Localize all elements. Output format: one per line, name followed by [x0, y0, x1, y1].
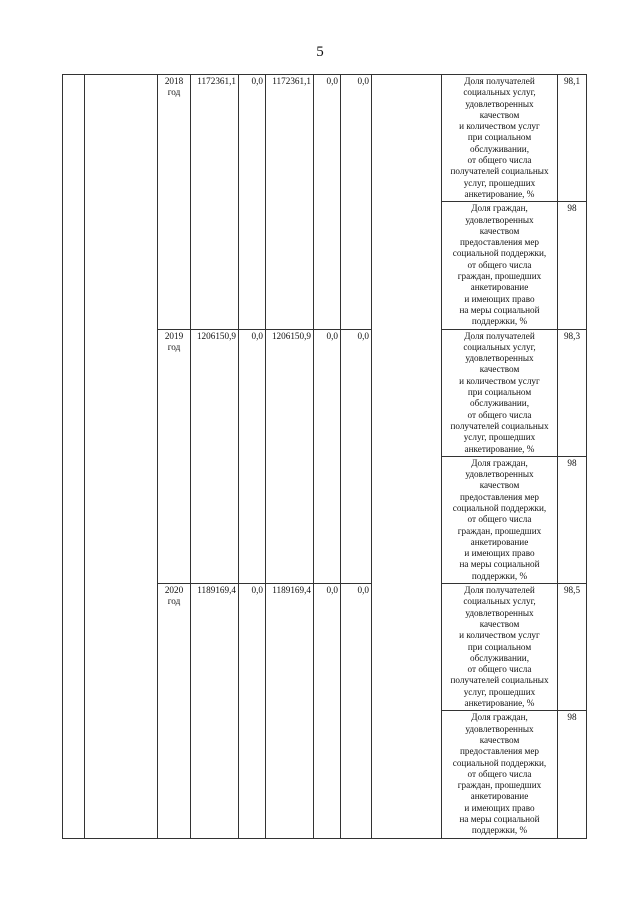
federal-cell: 0,0 — [239, 75, 266, 330]
empty-cell — [372, 75, 442, 839]
regional-cell: 1172361,1 — [266, 75, 314, 330]
other-cell: 0,0 — [341, 584, 372, 839]
regional-cell: 1189169,4 — [266, 584, 314, 839]
indicator-value: 98 — [558, 202, 587, 329]
indicator-cell: Доля получателей социальных услуг, удовлетворенных качеством и количеством услуг при социальном обслуживании, от общего числа получателей социальных услуг, прошедших анкетирование, % — [442, 329, 558, 456]
other-cell: 0,0 — [341, 75, 372, 330]
total-cell: 1172361,1 — [191, 75, 239, 330]
indicator-value: 98,1 — [558, 75, 587, 202]
indicator-cell: Доля граждан, удовлетворенных качеством предоставления мер социальной поддержки, от общего числа граждан, прошедших анкетирование и имеющих право на меры социальной поддержки, % — [442, 456, 558, 583]
total-cell: 1189169,4 — [191, 584, 239, 839]
federal-cell: 0,0 — [239, 329, 266, 584]
indicator-cell: Доля граждан, удовлетворенных качеством предоставления мер социальной поддержки, от общего числа граждан, прошедших анкетирование и имеющих право на меры социальной поддержки, % — [442, 202, 558, 329]
local-cell: 0,0 — [314, 329, 341, 584]
indicator-cell: Доля граждан, удовлетворенных качеством предоставления мер социальной поддержки, от общего числа граждан, прошедших анкетирование и имеющих право на меры социальной поддержки, % — [442, 711, 558, 838]
indicator-cell: Доля получателей социальных услуг, удовлетворенных качеством и количеством услуг при социальном обслуживании, от общего числа получателей социальных услуг, прошедших анкетирование, % — [442, 584, 558, 711]
empty-cell — [85, 75, 158, 839]
total-cell: 1206150,9 — [191, 329, 239, 584]
indicator-cell: Доля получателей социальных услуг, удовлетворенных качеством и количеством услуг при социальном обслуживании, от общего числа получателей социальных услуг, прошедших анкетирование, % — [442, 75, 558, 202]
indicator-value: 98,3 — [558, 329, 587, 456]
indicator-value: 98,5 — [558, 584, 587, 711]
empty-cell — [63, 75, 85, 839]
indicator-value: 98 — [558, 456, 587, 583]
indicator-value: 98 — [558, 711, 587, 838]
other-cell: 0,0 — [341, 329, 372, 584]
local-cell: 0,0 — [314, 75, 341, 330]
local-cell: 0,0 — [314, 584, 341, 839]
table-row-2018 — [63, 75, 587, 202]
federal-cell: 0,0 — [239, 584, 266, 839]
year-cell: 2018 год — [158, 75, 191, 330]
year-cell: 2019 год — [158, 329, 191, 584]
year-cell: 2020 год — [158, 584, 191, 839]
regional-cell: 1206150,9 — [266, 329, 314, 584]
page-number: 5 — [316, 44, 324, 60]
financing-table — [62, 74, 587, 839]
